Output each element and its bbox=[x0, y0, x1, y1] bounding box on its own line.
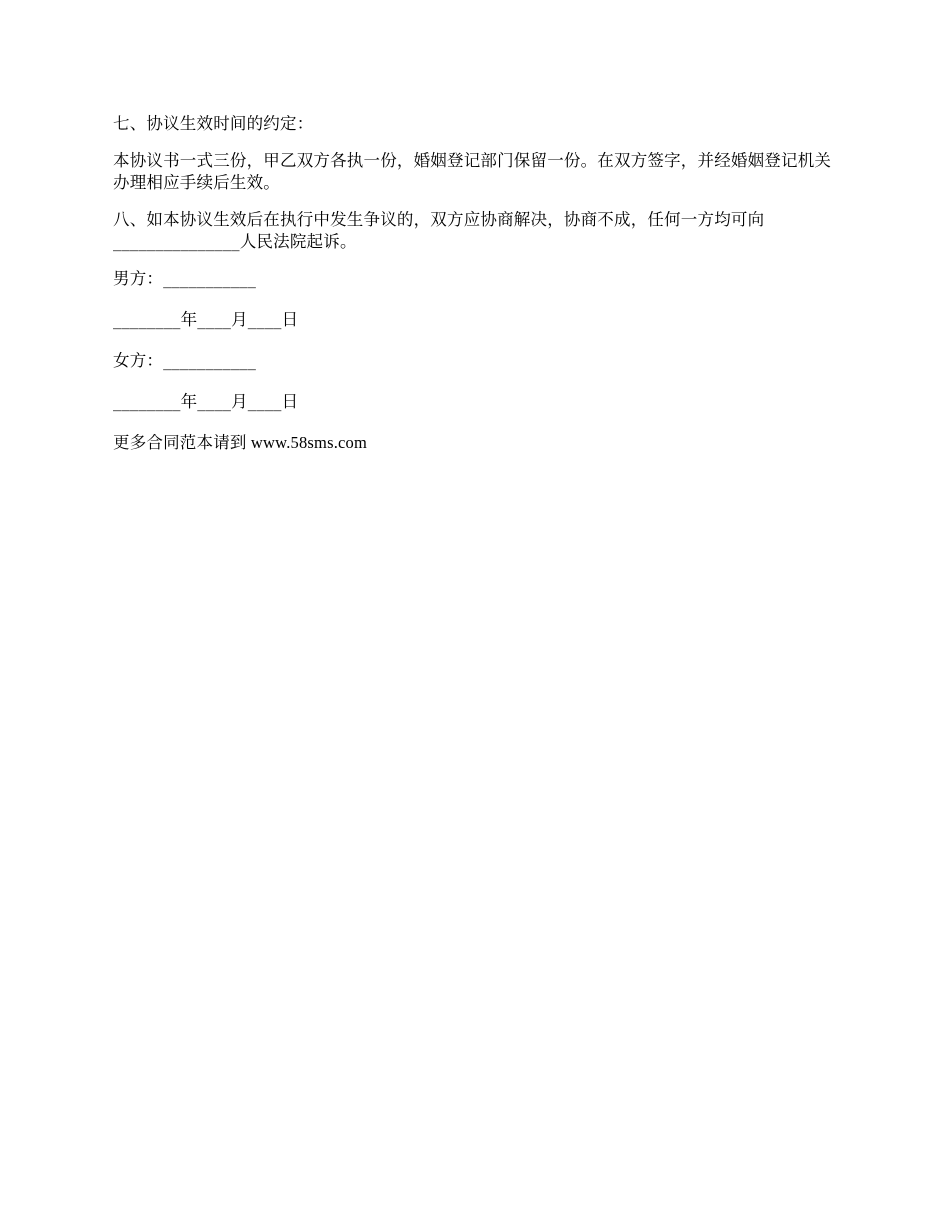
document-body bbox=[113, 113, 840, 469]
female-signature-line: 女方：___________ bbox=[113, 351, 257, 370]
section-7-heading: 七、协议生效时间的约定： bbox=[113, 114, 314, 133]
male-signature-line: 男方：___________ bbox=[113, 269, 257, 288]
section-7-body: 本协议书一式三份，甲乙双方各执一份，婚姻登记部门保留一份。在双方签字，并经婚姻登记机关办理相应手续后生效。 bbox=[113, 151, 832, 192]
male-date-line: ________年____月____日 bbox=[113, 310, 299, 329]
footer-more-templates-text: 更多合同范本请到 www.58sms.com bbox=[113, 433, 368, 452]
female-date-line: ________年____月____日 bbox=[113, 392, 299, 411]
section-8-body: 八、如本协议生效后在执行中发生争议的，双方应协商解决，协商不成，任何一方均可向_______________人民法院起诉。 bbox=[113, 210, 765, 251]
